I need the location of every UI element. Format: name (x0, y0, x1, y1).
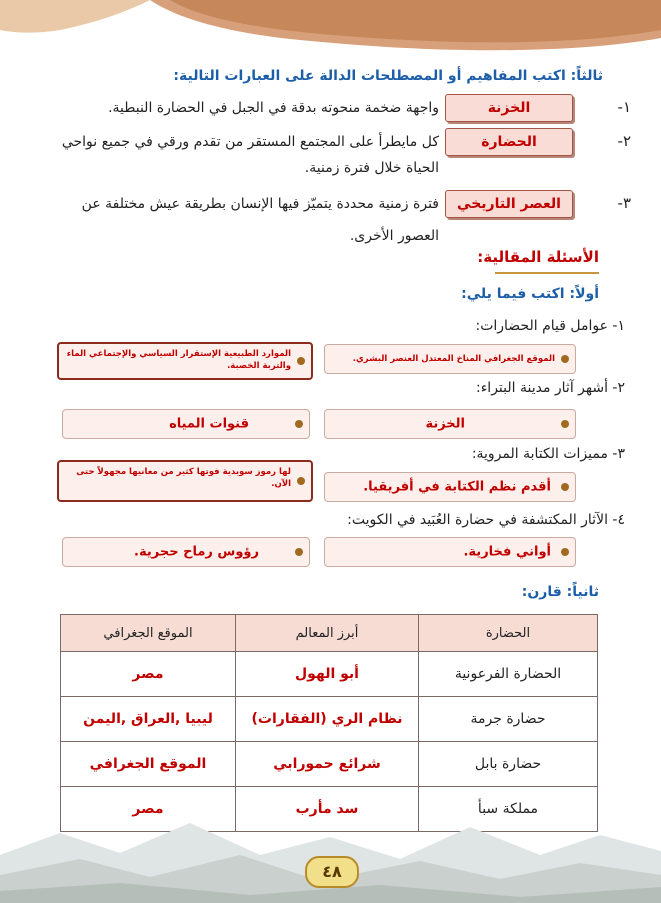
header-civilization: الحضارة (419, 615, 598, 652)
item3-number: ٣- (617, 194, 631, 212)
answer-box-q3-b: لها رموز سوبدية فوتها كثير من معانيها مجهولاً حتى الآن. (57, 460, 313, 502)
cell-landmark: نظام الري (الفقارات) (236, 697, 419, 742)
item1-text: واجهة ضخمة منحوته بدقة في الجبل في الحضارة النبطية. (108, 100, 439, 116)
question4-label: ٤- الآثار المكتشفة في حضارة العُبَيد في الكويت: (347, 512, 625, 528)
bullet-dot (295, 548, 303, 556)
essay-title-underline (495, 272, 599, 274)
bullet-dot (297, 477, 305, 485)
section3-title: ثالثاً: اكتب المفاهيم أو المصطلحات الدالة على العبارات التالية: (173, 68, 603, 84)
table-row (61, 652, 598, 697)
bullet-dot (561, 548, 569, 556)
bullet-dot (561, 483, 569, 491)
term-box-2: الحضارة (445, 128, 573, 156)
cell-location: الموقع الجغرافي (61, 742, 236, 787)
answer-box-q3-a: أقدم نظم الكتابة في أفريقيا. (324, 472, 576, 502)
answer-box-q2-a: الخزنة (324, 409, 576, 439)
cell-civilization: مملكة سبأ (419, 787, 598, 832)
compare-title: ثانياً: قارن: (521, 584, 599, 600)
cell-location: مصر (61, 652, 236, 697)
question1-label: ١- عوامل قيام الحضارات: (475, 318, 625, 334)
bullet-dot (295, 420, 303, 428)
cell-location: ليبيا ,العراق ,اليمن (61, 697, 236, 742)
cell-landmark: شرائع حمورابي (236, 742, 419, 787)
bullet-dot (561, 420, 569, 428)
item3-text-line1: فترة زمنية محددة يتميّز فيها الإنسان بطريقة عيش مختلفة عن (81, 196, 439, 212)
first-subtitle: أولاً: اكتب فيما يلي: (461, 286, 599, 302)
cell-landmark: سد مأرب (236, 787, 419, 832)
cell-location: مصر (61, 787, 236, 832)
cell-civilization: حضارة جرمة (419, 697, 598, 742)
essay-title: الأسئلة المقالية: (477, 248, 599, 266)
answer-box-q2-b: قنوات المياه (62, 409, 310, 439)
table-row (61, 697, 598, 742)
question2-label: ٢- أشهر آثار مدينة البتراء: (476, 380, 625, 396)
bullet-dot (561, 355, 569, 363)
header-landmarks: أبرز المعالم (236, 615, 419, 652)
item2-text-line2: الحياة خلال فترة زمنية. (304, 160, 439, 176)
cell-civilization: حضارة بابل (419, 742, 598, 787)
table-header-row (61, 615, 598, 652)
header-location: الموقع الجغرافي (61, 615, 236, 652)
answer-box-q4-b: رؤوس رماح حجرية. (62, 537, 310, 567)
cell-landmark: أبو الهول (236, 652, 419, 697)
table-row (61, 742, 598, 787)
term-box-3: العصر التاريخي (445, 190, 573, 218)
bullet-dot (297, 357, 305, 365)
item1-number: ١- (617, 98, 631, 116)
page-number: ٤٨ (305, 856, 359, 888)
top-decorative-band (0, 0, 661, 58)
item3-text-line2: العصور الأخرى. (349, 228, 439, 244)
answer-box-q1-b: الموارد الطبيعية الإستقرار السياسي والإجتماعي الماء والتربة الخصبة. (57, 342, 313, 380)
answer-box-q1-a: الموقع الجغرافي المناخ المعتدل العنصر البشري. (324, 344, 576, 374)
answer-box-q4-a: أواني فخارية. (324, 537, 576, 567)
item2-text-line1: كل مايطرأ على المجتمع المستقر من تقدم ورقي في جميع نواحي (61, 134, 439, 150)
comparison-table (60, 614, 598, 832)
item2-number: ٢- (617, 132, 631, 150)
term-box-1: الخزنة (445, 94, 573, 122)
question3-label: ٣- مميزات الكتابة المروية: (471, 446, 625, 462)
cell-civilization: الحضارة الفرعونية (419, 652, 598, 697)
